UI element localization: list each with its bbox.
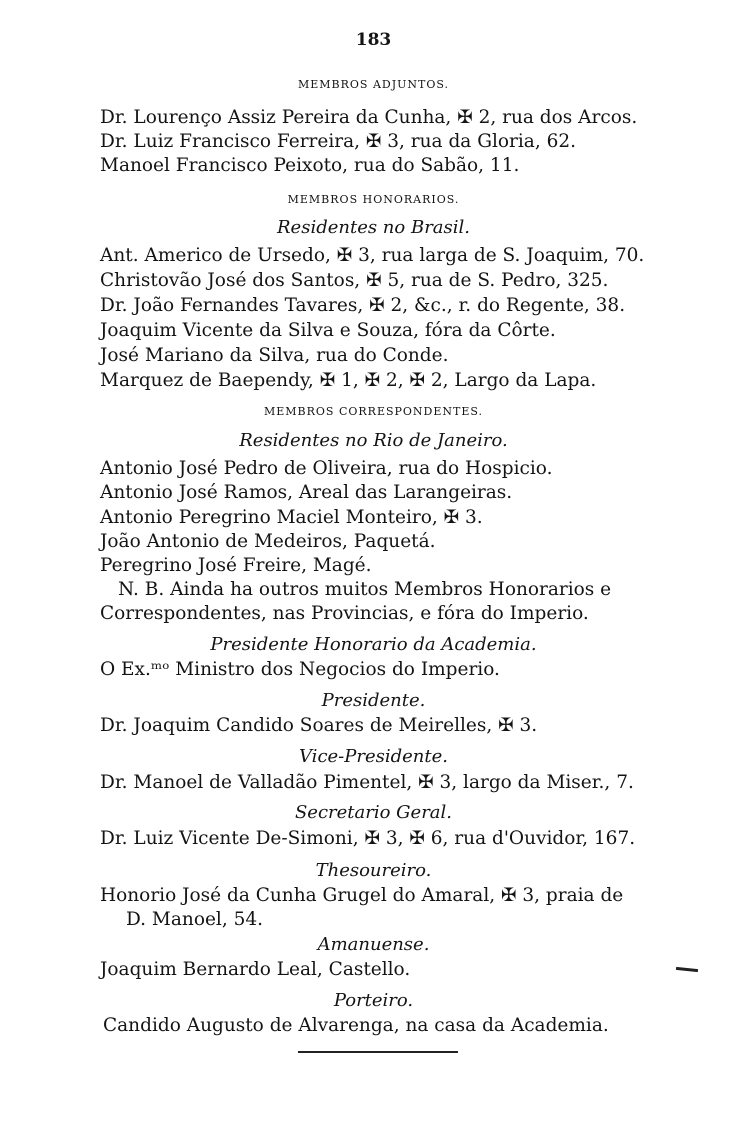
heading-thesoureiro: Thesoureiro. — [315, 860, 432, 881]
heading-presidente: Presidente. — [321, 690, 426, 711]
subheading-residentes-rio: Residentes no Rio de Janeiro. — [239, 430, 508, 451]
adjunto-line-3: Manoel Francisco Peixoto, rua do Sabão, 11. — [100, 155, 520, 176]
note-line-2: Correspondentes, nas Provincias, e fóra do Imperio. — [100, 603, 589, 624]
adjunto-line-2: Dr. Luiz Francisco Ferreira, ✠ 3, rua da Gloria, 62. — [100, 131, 577, 152]
correspondente-line-4: João Antonio de Medeiros, Paquetá. — [100, 531, 436, 552]
honorario-line-4: Joaquim Vicente da Silva e Souza, fóra da Côrte. — [100, 320, 556, 341]
heading-secretario-geral: Secretario Geral. — [294, 802, 453, 823]
note-line-1: N. B. Ainda ha outros muitos Membros Honorarios e — [118, 579, 612, 600]
vice-presidente-line: Dr. Manoel de Valladão Pimentel, ✠ 3, largo da Miser., 7. — [100, 772, 634, 793]
secretario-geral-line: Dr. Luiz Vicente De-Simoni, ✠ 3, ✠ 6, rua d'Ouvidor, 167. — [100, 828, 636, 849]
heading-membros-honorarios: MEMBROS HONORARIOS. — [287, 193, 460, 206]
subheading-residentes-brasil: Residentes no Brasil. — [277, 217, 470, 238]
correspondente-line-3: Antonio Peregrino Maciel Monteiro, ✠ 3. — [100, 507, 483, 528]
heading-porteiro: Porteiro. — [333, 990, 414, 1011]
page-number: 183 — [355, 30, 392, 50]
heading-vice-presidente: Vice-Presidente. — [299, 746, 448, 767]
heading-presidente-honorario: Presidente Honorario da Academia. — [210, 634, 537, 655]
honorario-line-3: Dr. João Fernandes Tavares, ✠ 2, &c., r. do Regente, 38. — [100, 295, 626, 316]
honorario-line-2: Christovão José dos Santos, ✠ 5, rua de S. Pedro, 325. — [100, 270, 609, 291]
thesoureiro-line-2: D. Manoel, 54. — [126, 909, 264, 930]
heading-amanuense: Amanuense. — [317, 934, 430, 955]
adjunto-line-1: Dr. Lourenço Assiz Pereira da Cunha, ✠ 2, rua dos Arcos. — [100, 107, 638, 128]
porteiro-line: Candido Augusto de Alvarenga, na casa da Academia. — [103, 1015, 609, 1036]
thesoureiro-line-1: Honorio José da Cunha Grugel do Amaral, ✠ 3, praia de — [100, 885, 624, 906]
correspondente-line-1: Antonio José Pedro de Oliveira, rua do Hospicio. — [100, 458, 553, 479]
margin-mark — [676, 967, 698, 972]
correspondente-line-5: Peregrino José Freire, Magé. — [100, 555, 372, 576]
heading-membros-adjuntos: MEMBROS ADJUNTOS. — [297, 78, 450, 91]
presidente-honorario-line: O Ex.ᵐᵒ Ministro dos Negocios do Imperio. — [100, 659, 500, 680]
honorario-line-6: Marquez de Baependy, ✠ 1, ✠ 2, ✠ 2, Largo da Lapa. — [100, 370, 597, 391]
honorario-line-5: José Mariano da Silva, rua do Conde. — [100, 345, 449, 366]
amanuense-line: Joaquim Bernardo Leal, Castello. — [100, 959, 411, 980]
correspondente-line-2: Antonio José Ramos, Areal das Larangeiras. — [100, 482, 513, 503]
honorario-line-1: Ant. Americo de Ursedo, ✠ 3, rua larga de S. Joaquim, 70. — [100, 245, 645, 266]
presidente-line: Dr. Joaquim Candido Soares de Meirelles, ✠ 3. — [100, 715, 538, 736]
heading-membros-correspondentes: MEMBROS CORRESPONDENTES. — [263, 405, 484, 418]
closing-rule — [298, 1051, 458, 1053]
